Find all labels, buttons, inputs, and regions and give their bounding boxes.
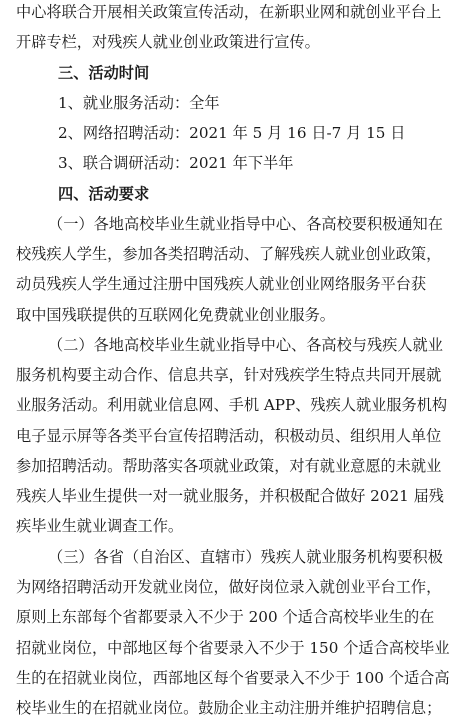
body-line: 参加招聘活动。帮助落实各项就业政策，对有就业意愿的未就业	[16, 456, 442, 475]
body-line: 业服务活动。利用就业信息网、手机 APP、残疾人就业服务机构	[16, 396, 448, 415]
body-line: 招就业岗位，中部地区每个省要录入不少于 150 个适合高校毕业	[16, 638, 450, 657]
body-line: 动员残疾人学生通过注册中国残疾人就业创业网络服务平台获	[16, 275, 427, 294]
body-line: 为网络招聘活动开发就业岗位，做好岗位录入就创业平台工作，	[16, 578, 442, 596]
list-item: 3、联合调研活动：2021 年下半年	[58, 154, 294, 173]
section-heading: 三、活动时间	[58, 63, 150, 82]
body-line: 校残疾人学生，参加各类招聘活动、了解残疾人就业创业政策，	[16, 245, 442, 264]
body-line: 疾毕业生就业调查工作。	[16, 517, 184, 536]
body-line: 取中国残联提供的互联网化免费就业创业服务。	[16, 305, 335, 324]
list-item: 1、就业服务活动：全年	[58, 93, 220, 112]
list-item: 2、网络招聘活动：2021 年 5 月 16 日-7 月 15 日	[58, 124, 406, 142]
body-line: 生的在招就业岗位，西部地区每个省要录入不少于 100 个适合高	[16, 668, 450, 687]
body-line: 开辟专栏，对残疾人就业创业政策进行宣传。	[16, 33, 320, 52]
body-line: 残疾人毕业生提供一对一就业服务，并积极配合做好 2021 届残	[16, 487, 444, 506]
body-line: （三）各省（自治区、直辖市）残疾人就业服务机构要积极	[48, 547, 443, 566]
body-line: 校毕业生的在招就业岗位。鼓励企业主动注册并维护招聘信息；	[16, 699, 442, 717]
body-line: （一）各地高校毕业生就业指导中心、各高校要积极通知在	[48, 214, 443, 233]
body-line: 电子显示屏等各类平台宣传招聘活动，积极动员、组织用人单位	[16, 426, 442, 445]
body-line: （二）各地高校毕业生就业指导中心、各高校与残疾人就业	[48, 335, 443, 354]
body-line: 服务机构要主动合作、信息共享，针对残疾学生特点共同开展就	[16, 366, 442, 385]
body-line: 中心将联合开展相关政策宣传活动，在新职业网和就创业平台上	[16, 3, 442, 21]
section-heading: 四、活动要求	[58, 184, 150, 203]
body-line: 原则上东部每个省都要录入不少于 200 个适合高校毕业生的在	[16, 608, 435, 627]
